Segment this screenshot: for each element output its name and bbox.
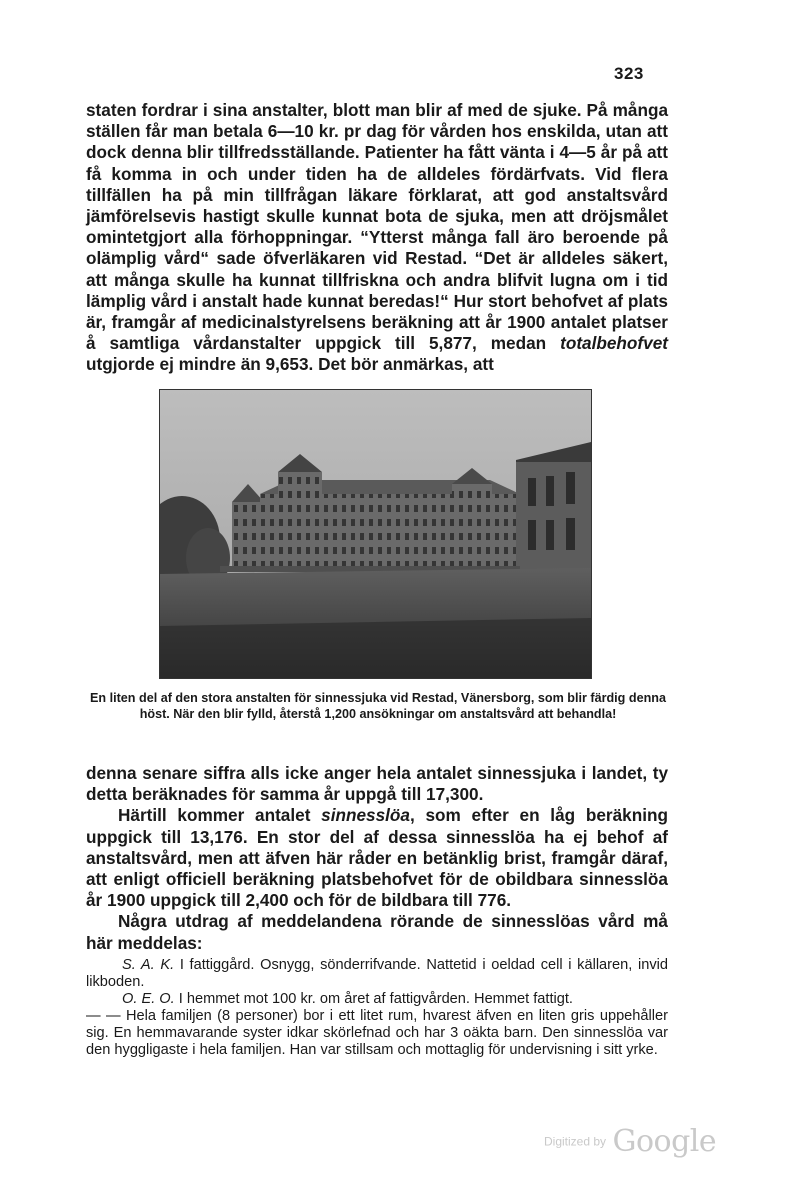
paragraph-1: denna senare siffra alls icke anger hela antalet sinnessjuka i landet, ty detta beräknades för samma år uppgå till 17,300. [86,763,668,805]
top-text-emphasis: totalbehofvet [560,333,668,354]
paragraph-3: Några utdrag af meddelandena rörande de sinnesslöas vård må här meddelas: [86,911,668,953]
top-paragraph [86,100,668,376]
bottom-text [86,763,668,954]
top-text-part1: staten fordrar i sina anstalter, blott man blir af med de sjuke. På många ställen får man betala 6—10 kr. pr dag för vården hos enskilda, utan att dock denna blir tillfredsställande. Patienter ha fått vänta i 4—5 år på att få komma in och under tiden ha de alldeles fördärfvats. Vid flera tillfällen ha på min tillfrågan läkare förklarat, att god anstaltsvård jämförelsevis hastigt skulle kunnat bota de sjuka, men att dröjsmålet omintetgjort alla förhoppningar. “Ytterst många fall äro beroende på olämplig vård“ sade öfverläkaren vid Restad. “Det är alldeles säkert, att många skulle ha kunnat tillfriskna och andra blifvit lugna om i tid lämplig vård i anstalt hade kunnat beredas!“ Hur stort behofvet af plats är, framgår af medicinalstyrelsens beräkning att år 1900 antalet platser å samtliga vårdanstalter uppgick till 5,877, medan [86,100,668,354]
top-text-part2: utgjorde ej mindre än 9,653. Det bör anmärkas, att [86,354,494,375]
digitized-by-label: Digitized by [544,1134,607,1149]
google-logo: Google [612,1124,717,1159]
extract-3: — — Hela familjen (8 personer) bor i ett litet rum, hvarest äfven en liten gris uppehåller sig. En hemmavarande syster idkar skörlefnad och har 3 oäkta barn. Den sinnesslöa var den hyggligaste i hela familjen. Han var stillsam och mottaglig för undervisning i sitt yrke. [86,1008,668,1058]
extract-2: O. E. O. I hemmet mot 100 kr. om året af fattigvården. Hemmet fattigt. [122,991,573,1007]
paragraph-2-emphasis: sinnesslöa [321,805,410,826]
extract-1-initials: S. A. K. [122,957,175,973]
paragraph-2: Härtill kommer antalet sinnesslöa, som efter en låg beräkning uppgick till 13,176. En stor del af dessa sinnesslöa ha ej behof af anstaltsvård, men att äfven här råder en betänklig brist, framgår däraf, att enligt officiell beräkning platsbehofvet för de obildbara sinnesslöa år 1900 uppgick till 2,400 och för de bildbara till 776. [86,805,668,911]
extract-2-initials: O. E. O. [122,991,175,1007]
photo-caption: En liten del af den stora anstalten för sinnessjuka vid Restad, Vänersborg, som blir färdig denna höst. När den blir fylld, återstå 1,200 ansökningar om anstaltsvård att behandla! [90,691,666,721]
extract-1: S. A. K. I fattiggård. Osnygg, sönderrifvande. Nattetid i oeldad cell i källaren, invid likboden. [86,957,668,990]
page-number: 323 [614,64,644,83]
digitized-watermark [544,1124,716,1159]
institution-photo [159,389,592,679]
extracts [86,957,668,1059]
